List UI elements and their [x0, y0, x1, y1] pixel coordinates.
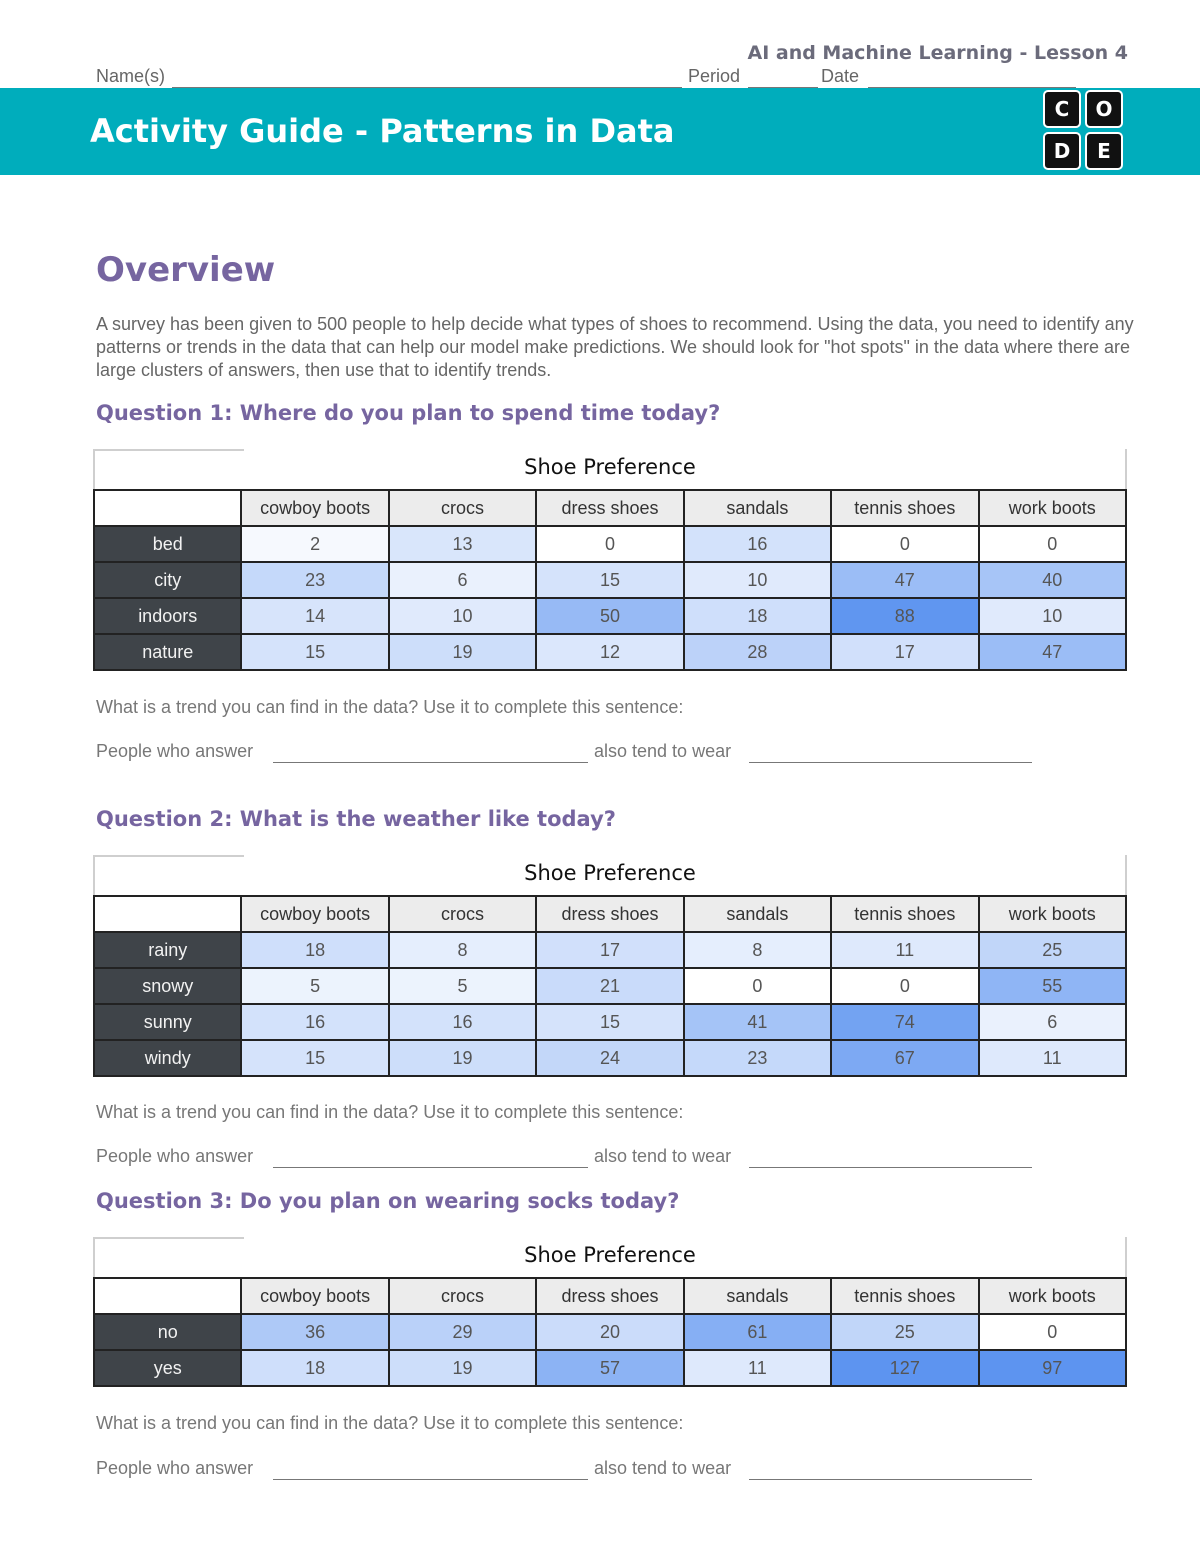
data-cell: 15: [241, 634, 388, 670]
answer-blank-2[interactable]: [749, 1146, 1032, 1168]
data-cell: 0: [979, 526, 1126, 562]
logo-letter: E: [1085, 132, 1123, 170]
data-cell: 19: [389, 634, 536, 670]
row-header: windy: [94, 1040, 241, 1076]
column-header: crocs: [389, 490, 536, 526]
data-cell: 8: [389, 932, 536, 968]
data-cell: 25: [831, 1314, 978, 1350]
date-label: Date: [821, 66, 860, 86]
column-header: sandals: [684, 896, 831, 932]
data-cell: 19: [389, 1040, 536, 1076]
data-cell: 40: [979, 562, 1126, 598]
data-cell: 6: [979, 1004, 1126, 1040]
trend-sentence: [96, 741, 1036, 765]
table-row: [94, 1040, 1126, 1076]
row-header: nature: [94, 634, 241, 670]
answer-blank-1[interactable]: [273, 1146, 588, 1168]
data-cell: 14: [241, 598, 388, 634]
table-caption: Shoe Preference: [524, 861, 696, 885]
data-cell: 47: [831, 562, 978, 598]
overview-text: A survey has been given to 500 people to help decide what types of shoes to recommend. Using the data, you need to identify any patterns or trends in the data that can help our model make predictions. We should look for "hot spots" in the data where there are large clusters of answers, then use that to identify trends.: [96, 314, 1134, 380]
sentence-part1: People who answer: [96, 1146, 254, 1166]
data-cell: 2: [241, 526, 388, 562]
column-header: dress shoes: [536, 896, 683, 932]
lesson-label: AI and Machine Learning - Lesson 4: [747, 42, 1128, 64]
data-cell: 67: [831, 1040, 978, 1076]
data-cell: 19: [389, 1350, 536, 1386]
data-cell: 61: [684, 1314, 831, 1350]
column-header: dress shoes: [536, 490, 683, 526]
column-header: cowboy boots: [241, 1278, 388, 1314]
data-cell: 0: [979, 1314, 1126, 1350]
data-cell: 5: [241, 968, 388, 1004]
data-cell: 23: [684, 1040, 831, 1076]
data-cell: 47: [979, 634, 1126, 670]
trend-sentence: [96, 1146, 1036, 1170]
overview-heading: Overview: [96, 250, 276, 290]
data-cell: 17: [536, 932, 683, 968]
data-cell: 16: [241, 1004, 388, 1040]
data-cell: 74: [831, 1004, 978, 1040]
data-cell: 5: [389, 968, 536, 1004]
table-row: [94, 562, 1126, 598]
data-cell: 23: [241, 562, 388, 598]
row-header: snowy: [94, 968, 241, 1004]
column-header: dress shoes: [536, 1278, 683, 1314]
data-cell: 0: [831, 526, 978, 562]
data-cell: 36: [241, 1314, 388, 1350]
table-row: [94, 1004, 1126, 1040]
data-cell: 18: [241, 1350, 388, 1386]
data-cell: 50: [536, 598, 683, 634]
data-cell: 20: [536, 1314, 683, 1350]
data-cell: 25: [979, 932, 1126, 968]
column-header: tennis shoes: [831, 490, 978, 526]
question-title: Question 3: Do you plan on wearing socks today?: [96, 1189, 680, 1213]
data-cell: 10: [979, 598, 1126, 634]
data-cell: 88: [831, 598, 978, 634]
data-cell: 97: [979, 1350, 1126, 1386]
table-caption: Shoe Preference: [524, 1243, 696, 1267]
data-cell: 16: [389, 1004, 536, 1040]
data-cell: 15: [536, 1004, 683, 1040]
column-header: cowboy boots: [241, 896, 388, 932]
logo-letter: C: [1043, 90, 1081, 128]
data-cell: 0: [536, 526, 683, 562]
column-header: tennis shoes: [831, 896, 978, 932]
answer-blank-1[interactable]: [273, 1458, 588, 1480]
data-cell: 10: [389, 598, 536, 634]
table-corner: [94, 896, 241, 932]
data-cell: 0: [831, 968, 978, 1004]
data-cell: 41: [684, 1004, 831, 1040]
sentence-part1: People who answer: [96, 741, 254, 761]
row-header: city: [94, 562, 241, 598]
data-cell: 11: [831, 932, 978, 968]
column-header: work boots: [979, 490, 1126, 526]
trend-prompt: What is a trend you can find in the data? Use it to complete this sentence:: [96, 1102, 684, 1122]
column-header: crocs: [389, 896, 536, 932]
row-header: indoors: [94, 598, 241, 634]
data-cell: 13: [389, 526, 536, 562]
data-cell: 15: [241, 1040, 388, 1076]
row-header: sunny: [94, 1004, 241, 1040]
table-row: [94, 1314, 1126, 1350]
column-header: sandals: [684, 490, 831, 526]
data-cell: 12: [536, 634, 683, 670]
question-title: Question 2: What is the weather like today?: [96, 807, 616, 831]
answer-blank-2[interactable]: [749, 741, 1032, 763]
sentence-part1: People who answer: [96, 1458, 254, 1478]
row-header: no: [94, 1314, 241, 1350]
data-cell: 57: [536, 1350, 683, 1386]
row-header: bed: [94, 526, 241, 562]
sentence-part2: also tend to wear: [594, 1458, 732, 1478]
logo-letter: O: [1085, 90, 1123, 128]
column-header: cowboy boots: [241, 490, 388, 526]
row-header: yes: [94, 1350, 241, 1386]
data-cell: 15: [536, 562, 683, 598]
data-cell: 18: [241, 932, 388, 968]
data-cell: 0: [684, 968, 831, 1004]
table-row: [94, 968, 1126, 1004]
data-cell: 55: [979, 968, 1126, 1004]
data-cell: 10: [684, 562, 831, 598]
sentence-part2: also tend to wear: [594, 741, 732, 761]
name-label: Name(s): [96, 66, 166, 86]
question-title: Question 1: Where do you plan to spend time today?: [96, 401, 721, 425]
table-row: [94, 1350, 1126, 1386]
data-cell: 11: [979, 1040, 1126, 1076]
column-header: work boots: [979, 896, 1126, 932]
column-header: tennis shoes: [831, 1278, 978, 1314]
data-cell: 17: [831, 634, 978, 670]
table-top-line: [93, 1237, 244, 1239]
table-row: [94, 932, 1126, 968]
answer-blank-1[interactable]: [273, 741, 588, 763]
table-top-line: [93, 855, 244, 857]
data-cell: 28: [684, 634, 831, 670]
trend-prompt: What is a trend you can find in the data? Use it to complete this sentence:: [96, 1413, 684, 1433]
student-fields: [96, 66, 1076, 90]
title-banner: [0, 88, 1200, 175]
table-corner: [94, 490, 241, 526]
answer-blank-2[interactable]: [749, 1458, 1032, 1480]
sentence-part2: also tend to wear: [594, 1146, 732, 1166]
data-cell: 16: [684, 526, 831, 562]
column-header: work boots: [979, 1278, 1126, 1314]
code-logo: [1043, 90, 1125, 172]
data-cell: 11: [684, 1350, 831, 1386]
data-cell: 127: [831, 1350, 978, 1386]
column-header: crocs: [389, 1278, 536, 1314]
table-row: [94, 526, 1126, 562]
data-cell: 8: [684, 932, 831, 968]
row-header: rainy: [94, 932, 241, 968]
trend-sentence: [96, 1458, 1036, 1482]
period-label: Period: [688, 66, 741, 86]
column-header: sandals: [684, 1278, 831, 1314]
data-cell: 6: [389, 562, 536, 598]
table-corner: [94, 1278, 241, 1314]
data-cell: 21: [536, 968, 683, 1004]
table-caption: Shoe Preference: [524, 455, 696, 479]
table-row: [94, 598, 1126, 634]
data-cell: 29: [389, 1314, 536, 1350]
logo-letter: D: [1043, 132, 1081, 170]
table-top-line: [93, 449, 244, 451]
table-row: [94, 634, 1126, 670]
trend-prompt: What is a trend you can find in the data? Use it to complete this sentence:: [96, 697, 684, 717]
page-title: Activity Guide - Patterns in Data: [90, 112, 675, 150]
data-cell: 24: [536, 1040, 683, 1076]
data-cell: 18: [684, 598, 831, 634]
